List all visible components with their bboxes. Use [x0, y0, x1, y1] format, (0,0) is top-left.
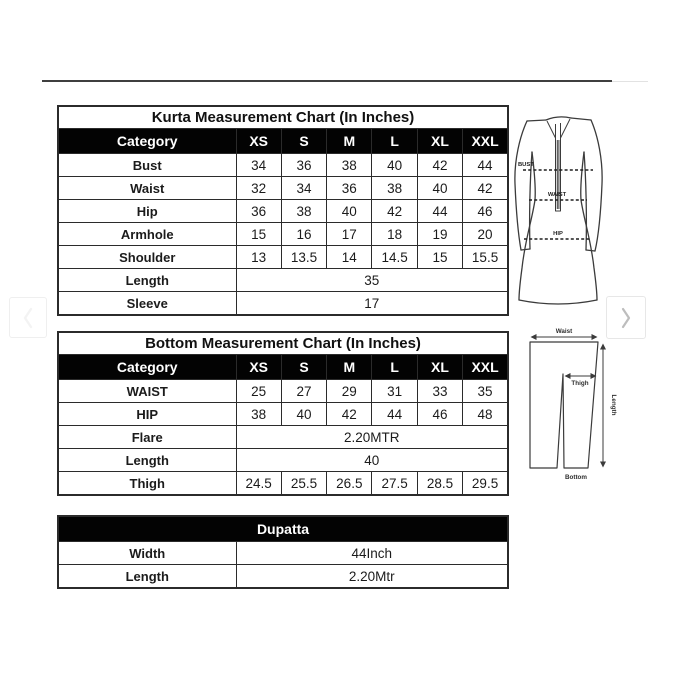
table-row	[58, 292, 508, 316]
top-divider-line	[42, 80, 612, 82]
row-label: Armhole	[58, 223, 236, 246]
cell-value: 32	[236, 177, 281, 200]
cell-value-merged: 2.20MTR	[236, 426, 508, 449]
cell-value: 13	[236, 246, 281, 269]
carousel-next-button[interactable]	[606, 296, 646, 339]
column-header: Category	[58, 355, 236, 380]
kurta-measurement-table	[57, 105, 509, 316]
cell-value: 44	[372, 403, 417, 426]
kurta-diagram	[510, 108, 610, 313]
dupatta-table	[57, 515, 509, 589]
pants-thigh-label: Thigh	[571, 380, 589, 387]
table-header-row	[58, 129, 508, 154]
cell-value: 36	[281, 154, 326, 177]
cell-value: 14.5	[372, 246, 417, 269]
table-header-row	[58, 355, 508, 380]
column-header: XL	[417, 129, 462, 154]
cell-value: 26.5	[327, 472, 372, 496]
cell-value: 13.5	[281, 246, 326, 269]
cell-value: 38	[281, 200, 326, 223]
cell-value: 15	[236, 223, 281, 246]
pants-diagram	[524, 322, 624, 490]
cell-value: 29	[327, 380, 372, 403]
column-header: XXL	[463, 355, 508, 380]
cell-value: 27	[281, 380, 326, 403]
cell-value: 40	[327, 200, 372, 223]
cell-value: 17	[327, 223, 372, 246]
column-header: S	[281, 129, 326, 154]
cell-value: 15	[417, 246, 462, 269]
table-title-row	[58, 106, 508, 129]
cell-value: 46	[417, 403, 462, 426]
table-row	[58, 269, 508, 292]
table-row	[58, 154, 508, 177]
column-header: Category	[58, 129, 236, 154]
column-header: L	[372, 129, 417, 154]
cell-value: 18	[372, 223, 417, 246]
cell-value: 34	[236, 154, 281, 177]
cell-value-merged: 2.20Mtr	[236, 565, 508, 589]
row-label: Width	[58, 542, 236, 565]
row-label: Length	[58, 269, 236, 292]
cell-value: 42	[463, 177, 508, 200]
column-header: L	[372, 355, 417, 380]
row-label: Flare	[58, 426, 236, 449]
column-header: XL	[417, 355, 462, 380]
cell-value-merged: 35	[236, 269, 508, 292]
row-label: Sleeve	[58, 292, 236, 316]
cell-value: 46	[463, 200, 508, 223]
cell-value: 35	[463, 380, 508, 403]
table-title: Kurta Measurement Chart (In Inches)	[58, 106, 508, 129]
row-label: Length	[58, 565, 236, 589]
top-divider-line-light	[612, 81, 648, 82]
cell-value: 34	[281, 177, 326, 200]
column-header: M	[327, 355, 372, 380]
table-row	[58, 380, 508, 403]
pants-waist-label: Waist	[555, 328, 573, 335]
cell-value: 24.5	[236, 472, 281, 496]
cell-value: 25	[236, 380, 281, 403]
cell-value: 38	[236, 403, 281, 426]
row-label: WAIST	[58, 380, 236, 403]
table-title: Dupatta	[58, 516, 508, 542]
cell-value: 36	[236, 200, 281, 223]
cell-value: 28.5	[417, 472, 462, 496]
cell-value: 36	[327, 177, 372, 200]
cell-value: 40	[372, 154, 417, 177]
cell-value-merged: 17	[236, 292, 508, 316]
table-row	[58, 223, 508, 246]
kurta-bust-label: BUST	[518, 162, 534, 168]
column-header: XS	[236, 129, 281, 154]
table-row	[58, 246, 508, 269]
column-header: XS	[236, 355, 281, 380]
table-row	[58, 565, 508, 589]
row-label: Hip	[58, 200, 236, 223]
cell-value: 40	[417, 177, 462, 200]
column-header: M	[327, 129, 372, 154]
row-label: Bust	[58, 154, 236, 177]
table-row	[58, 403, 508, 426]
table-row	[58, 426, 508, 449]
cell-value: 14	[327, 246, 372, 269]
pants-length-label: Length	[610, 394, 617, 416]
table-title: Bottom Measurement Chart (In Inches)	[58, 332, 508, 355]
cell-value: 29.5	[463, 472, 508, 496]
cell-value: 38	[372, 177, 417, 200]
carousel-prev-button[interactable]	[9, 297, 47, 338]
row-label: HIP	[58, 403, 236, 426]
row-label: Waist	[58, 177, 236, 200]
cell-value-merged: 40	[236, 449, 508, 472]
table-row	[58, 200, 508, 223]
kurta-hip-label: HIP	[553, 231, 563, 237]
cell-value: 42	[417, 154, 462, 177]
table-title-row	[58, 332, 508, 355]
cell-value: 15.5	[463, 246, 508, 269]
pants-bottom-label: Bottom	[564, 474, 588, 481]
cell-value: 33	[417, 380, 462, 403]
cell-value: 44	[417, 200, 462, 223]
table-row	[58, 449, 508, 472]
cell-value: 25.5	[281, 472, 326, 496]
cell-value: 44	[463, 154, 508, 177]
cell-value: 20	[463, 223, 508, 246]
cell-value: 42	[327, 403, 372, 426]
chevron-left-icon	[22, 306, 34, 330]
cell-value-merged: 44Inch	[236, 542, 508, 565]
cell-value: 40	[281, 403, 326, 426]
table-title-row	[58, 516, 508, 542]
cell-value: 19	[417, 223, 462, 246]
cell-value: 31	[372, 380, 417, 403]
cell-value: 42	[372, 200, 417, 223]
table-row	[58, 177, 508, 200]
chevron-right-icon	[619, 304, 633, 332]
row-label: Shoulder	[58, 246, 236, 269]
bottom-measurement-table	[57, 331, 509, 496]
column-header: S	[281, 355, 326, 380]
row-label: Length	[58, 449, 236, 472]
row-label: Thigh	[58, 472, 236, 496]
table-row	[58, 472, 508, 496]
table-row	[58, 542, 508, 565]
cell-value: 27.5	[372, 472, 417, 496]
cell-value: 16	[281, 223, 326, 246]
cell-value: 48	[463, 403, 508, 426]
kurta-waist-label: WAIST	[547, 192, 567, 198]
cell-value: 38	[327, 154, 372, 177]
column-header: XXL	[463, 129, 508, 154]
